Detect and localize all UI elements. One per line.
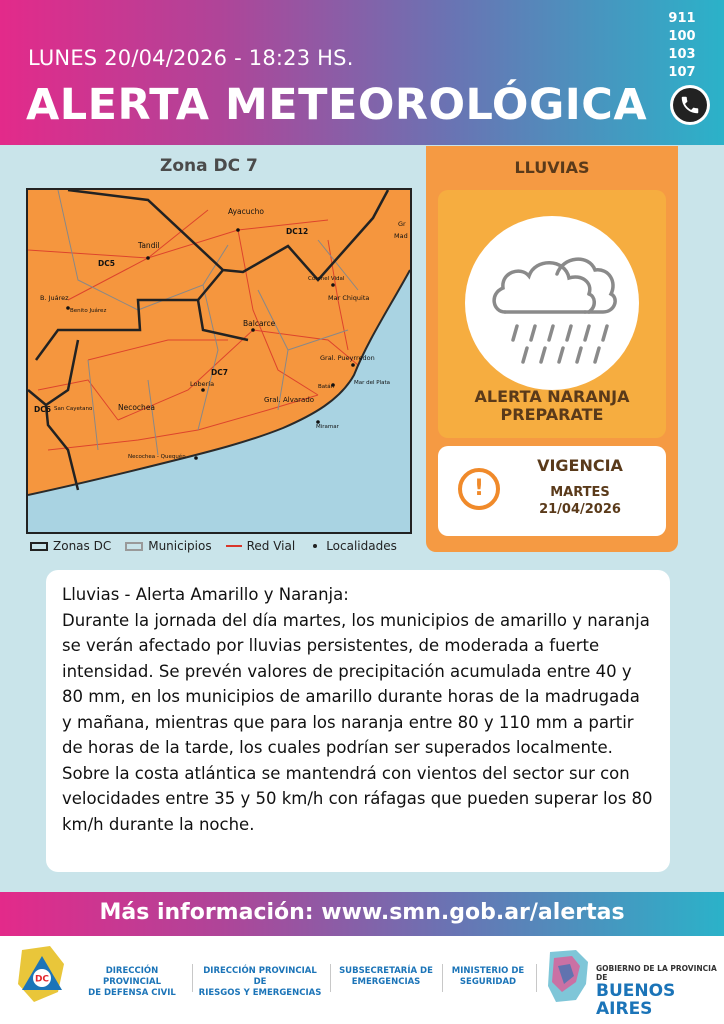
vigencia-title: VIGENCIA <box>537 456 623 475</box>
vigencia-card <box>438 446 666 536</box>
alert-panel <box>426 146 678 552</box>
org-3-line2: EMERGENCIAS <box>351 977 421 987</box>
zone-dc7: DC7 <box>211 368 228 377</box>
org-ministerio <box>448 966 528 988</box>
alert-type: LLUVIAS <box>514 158 590 177</box>
province-map-logo <box>546 948 590 1004</box>
place-loberia: Lobería <box>190 380 215 388</box>
phone-100[interactable]: 100 <box>668 29 696 44</box>
org-3-line1: SUBSECRETARÍA DE <box>339 966 433 976</box>
zone-dc6: DC6 <box>34 405 51 414</box>
place-mad: Mad <box>394 232 408 240</box>
description-heading: Lluvias - Alerta Amarillo y Naranja: <box>62 585 349 604</box>
vigencia-date <box>500 484 660 518</box>
org-1-line2: DE DEFENSA CIVIL <box>88 988 176 998</box>
place-bjuarez: B. Juárez <box>40 294 69 302</box>
rain-cloud-icon <box>465 216 639 390</box>
dc-badge-text: DC <box>34 974 50 985</box>
alert-date: LUNES 20/04/2026 - 18:23 HS. <box>28 46 354 70</box>
more-info-bar <box>0 892 724 936</box>
place-gral-pueyrredon: Gral. Pueyrredon <box>320 354 375 362</box>
alert-description <box>46 570 670 872</box>
org-1-line1: DIRECCIÓN PROVINCIAL <box>102 966 162 987</box>
alert-level-name: ALERTA NARANJA <box>474 387 630 406</box>
org-2-line2: RIESGOS Y EMERGENCIAS <box>198 988 322 998</box>
place-mar-chiquita: Mar Chiquita <box>328 294 370 302</box>
footer-logos <box>0 936 724 1024</box>
zone-dc12: DC12 <box>286 227 309 236</box>
locality-dot-icon <box>313 544 317 548</box>
place-gral-alvarado: Gral. Alvarado <box>264 396 315 404</box>
alert-level <box>426 388 678 424</box>
place-ayacucho: Ayacucho <box>228 207 264 216</box>
divider <box>330 964 331 992</box>
description-body: Durante la jornada del día martes, los municipios de amarillo y naranja se verán afectado por lluvias persistentes, de moderada a fuerte intensidad. Se prevén valores de precipitación acumulada entre 40 y 80 mm, en los municipios de amarillo durante horas de la madrugada y mañana, mientras que para los naranja entre 80 y 110 mm a partir de horas de la tarde, los cuales podrían ser superados localmente. Sobre la costa atlántica se mantendrá con vientos del sector sur con velocidades entre 35 y 50 km/h con ráfagas que pueden superar los 80 km/h durante la noche. <box>62 610 653 834</box>
org-2-line1: DIRECCIÓN PROVINCIAL DE <box>203 966 317 987</box>
place-balcarce: Balcarce <box>243 319 276 328</box>
place-gr: Gr <box>398 220 406 228</box>
legend-red-vial: Red Vial <box>246 539 296 553</box>
map-graphic <box>28 190 410 532</box>
vigencia-day: MARTES <box>550 485 610 500</box>
place-necochea-quequen: Necochea - Quequén <box>128 454 186 460</box>
header-banner <box>0 0 724 145</box>
legend-localidades: Localidades <box>326 539 397 553</box>
emergency-numbers <box>660 10 704 82</box>
phone-103[interactable]: 103 <box>668 47 696 62</box>
legend-zonas: Zonas DC <box>53 539 112 553</box>
alert-level-action: PREPARATE <box>500 405 604 424</box>
place-mar-del-plata: Mar del Plata <box>354 380 391 386</box>
gov-line1: GOBIERNO DE LA PROVINCIA DE <box>596 964 717 982</box>
divider <box>442 964 443 992</box>
divider <box>192 964 193 992</box>
org-defensa-civil <box>78 966 186 999</box>
vigencia-date-value: 21/04/2026 <box>539 502 621 517</box>
zone-map[interactable] <box>26 188 412 534</box>
map-title: Zona DC 7 <box>160 156 258 176</box>
map-legend <box>30 539 397 553</box>
more-info-link[interactable]: Más información: www.smn.gob.ar/alertas <box>99 900 625 925</box>
province-logo-text <box>596 964 724 1018</box>
defensa-civil-logo <box>14 944 70 1006</box>
place-tandil: Tandil <box>138 241 160 250</box>
page-title: ALERTA METEOROLÓGICA <box>26 80 648 130</box>
phone-107[interactable]: 107 <box>668 65 696 80</box>
org-4-line2: SEGURIDAD <box>459 977 517 987</box>
municipio-border-icon <box>125 542 143 551</box>
road-line-icon <box>226 545 242 547</box>
exclamation-icon: ! <box>458 468 500 510</box>
place-batan: Batán <box>318 384 335 390</box>
divider <box>536 964 537 992</box>
place-miramar: Miramar <box>316 424 339 430</box>
legend-municipios: Municipios <box>148 539 212 553</box>
phone-911[interactable]: 911 <box>668 11 696 26</box>
place-benito-juarez: Benito Juárez <box>70 308 107 314</box>
place-san-cayetano: San Cayetano <box>54 406 93 412</box>
phone-icon[interactable] <box>670 85 710 125</box>
place-coronel-vidal: Coronel Vidal <box>308 276 345 282</box>
gov-line2: BUENOS AIRES <box>596 981 676 1019</box>
zone-dc5: DC5 <box>98 259 115 268</box>
org-riesgos <box>198 966 322 999</box>
zone-border-icon <box>30 542 48 551</box>
org-subsecretaria <box>336 966 436 988</box>
org-4-line1: MINISTERIO DE <box>451 966 525 976</box>
place-necochea: Necochea <box>118 403 156 412</box>
